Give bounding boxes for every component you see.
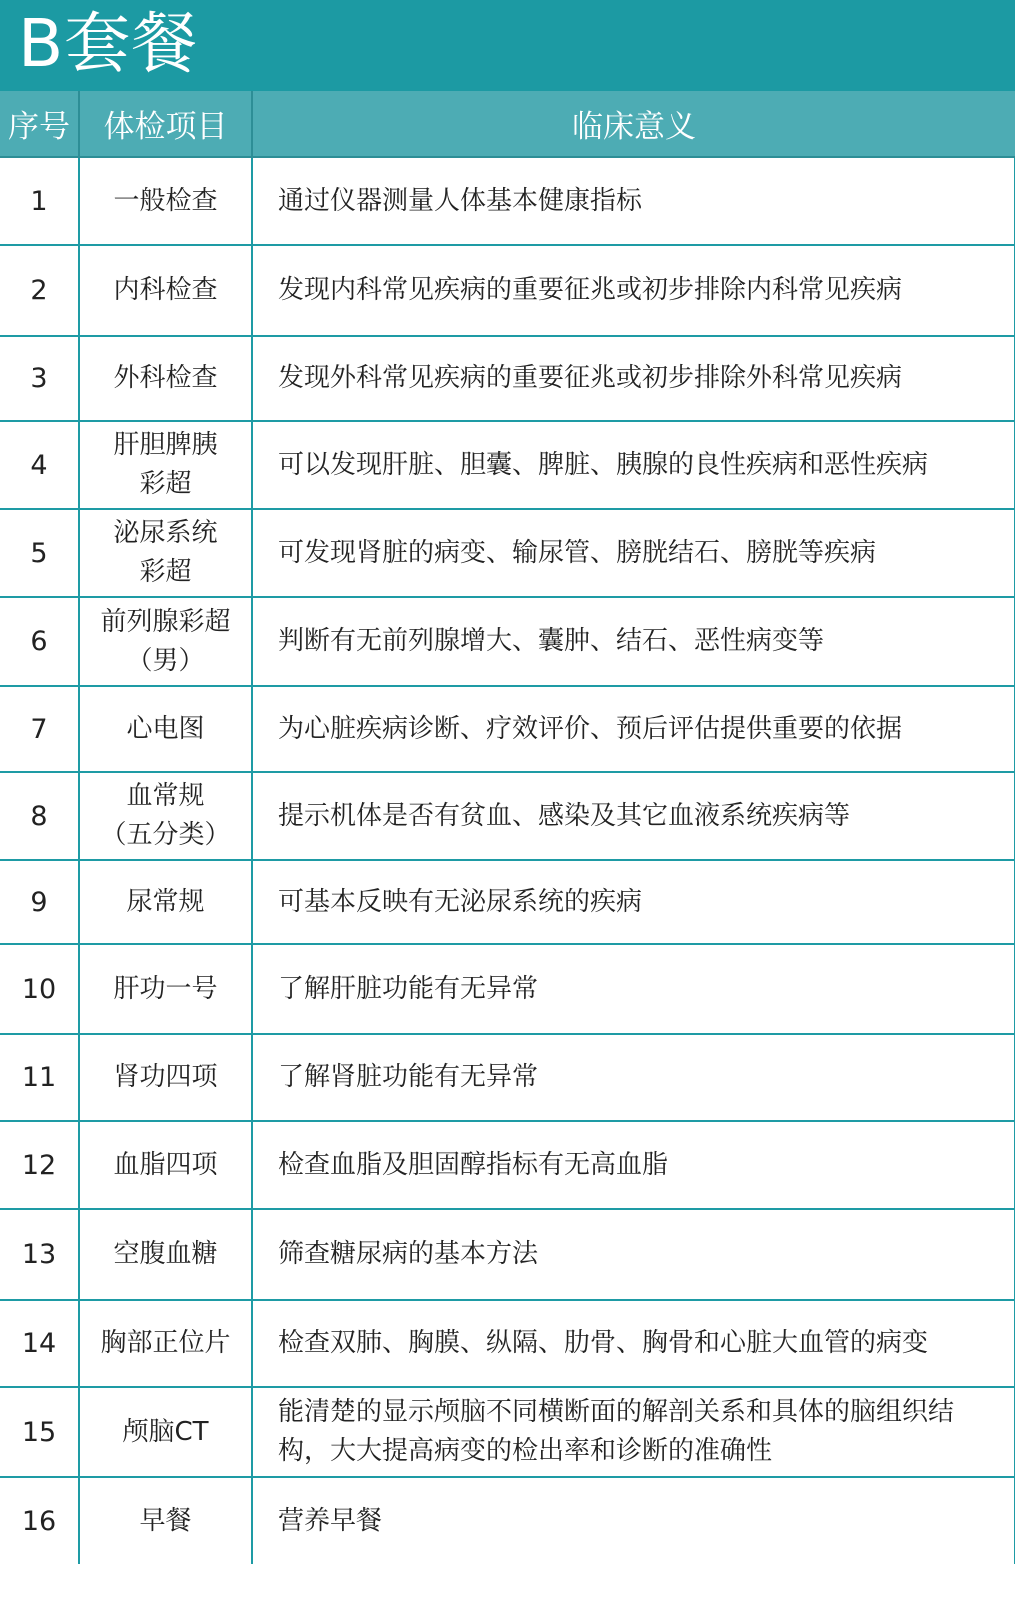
row-index: 10 — [0, 944, 79, 1034]
table-header — [0, 91, 1015, 157]
table-row — [0, 1477, 1015, 1564]
row-index: 9 — [0, 860, 79, 944]
title-bar — [0, 0, 1015, 91]
exam-items-table — [0, 91, 1015, 1564]
table-row — [0, 1209, 1015, 1300]
row-meaning: 提示机体是否有贫血、感染及其它血液系统疾病等 — [252, 772, 1015, 860]
row-index: 16 — [0, 1477, 79, 1564]
row-item: 心电图 — [79, 686, 252, 772]
header-index: 序号 — [0, 91, 79, 157]
row-index: 15 — [0, 1387, 79, 1477]
table-row — [0, 1034, 1015, 1121]
table-row — [0, 944, 1015, 1034]
row-index: 6 — [0, 597, 79, 686]
row-meaning: 了解肝脏功能有无异常 — [252, 944, 1015, 1034]
row-meaning: 可以发现肝脏、胆囊、脾脏、胰腺的良性疾病和恶性疾病 — [252, 421, 1015, 509]
table-row — [0, 772, 1015, 860]
table-row — [0, 336, 1015, 421]
table-body — [0, 157, 1015, 1564]
table-row — [0, 421, 1015, 509]
package-title: B套餐 — [18, 5, 199, 82]
row-item: 血常规 （五分类） — [79, 772, 252, 860]
table-row — [0, 597, 1015, 686]
table-row — [0, 1387, 1015, 1477]
row-index: 2 — [0, 245, 79, 336]
row-meaning: 判断有无前列腺增大、囊肿、结石、恶性病变等 — [252, 597, 1015, 686]
row-item: 泌尿系统 彩超 — [79, 509, 252, 597]
row-index: 11 — [0, 1034, 79, 1121]
row-meaning: 可基本反映有无泌尿系统的疾病 — [252, 860, 1015, 944]
row-item: 尿常规 — [79, 860, 252, 944]
table-row — [0, 245, 1015, 336]
row-meaning: 了解肾脏功能有无异常 — [252, 1034, 1015, 1121]
row-item: 颅脑CT — [79, 1387, 252, 1477]
row-meaning: 检查双肺、胸膜、纵隔、肋骨、胸骨和心脏大血管的病变 — [252, 1300, 1015, 1387]
header-item: 体检项目 — [79, 91, 252, 157]
row-index: 7 — [0, 686, 79, 772]
row-meaning: 发现外科常见疾病的重要征兆或初步排除外科常见疾病 — [252, 336, 1015, 421]
row-item: 肝功一号 — [79, 944, 252, 1034]
row-index: 12 — [0, 1121, 79, 1209]
row-item: 早餐 — [79, 1477, 252, 1564]
row-index: 14 — [0, 1300, 79, 1387]
table-row — [0, 157, 1015, 245]
row-item: 前列腺彩超 （男） — [79, 597, 252, 686]
row-meaning: 发现内科常见疾病的重要征兆或初步排除内科常见疾病 — [252, 245, 1015, 336]
header-meaning: 临床意义 — [252, 91, 1015, 157]
table-row — [0, 686, 1015, 772]
row-index: 4 — [0, 421, 79, 509]
row-meaning: 可发现肾脏的病变、输尿管、膀胱结石、膀胱等疾病 — [252, 509, 1015, 597]
row-index: 5 — [0, 509, 79, 597]
row-item: 外科检查 — [79, 336, 252, 421]
row-meaning: 检查血脂及胆固醇指标有无高血脂 — [252, 1121, 1015, 1209]
row-index: 1 — [0, 157, 79, 245]
row-meaning: 营养早餐 — [252, 1477, 1015, 1564]
table-row — [0, 1300, 1015, 1387]
table-row — [0, 1121, 1015, 1209]
row-meaning: 筛查糖尿病的基本方法 — [252, 1209, 1015, 1300]
row-meaning: 通过仪器测量人体基本健康指标 — [252, 157, 1015, 245]
row-meaning: 为心脏疾病诊断、疗效评价、预后评估提供重要的依据 — [252, 686, 1015, 772]
row-index: 13 — [0, 1209, 79, 1300]
header-row — [0, 91, 1015, 157]
row-index: 8 — [0, 772, 79, 860]
row-item: 肝胆脾胰 彩超 — [79, 421, 252, 509]
table-row — [0, 509, 1015, 597]
row-item: 血脂四项 — [79, 1121, 252, 1209]
row-item: 一般检查 — [79, 157, 252, 245]
row-item: 肾功四项 — [79, 1034, 252, 1121]
row-item: 内科检查 — [79, 245, 252, 336]
row-item: 空腹血糖 — [79, 1209, 252, 1300]
row-item: 胸部正位片 — [79, 1300, 252, 1387]
table-row — [0, 860, 1015, 944]
row-meaning: 能清楚的显示颅脑不同横断面的解剖关系和具体的脑组织结构，大大提高病变的检出率和诊断的准确性 — [252, 1387, 1015, 1477]
row-index: 3 — [0, 336, 79, 421]
